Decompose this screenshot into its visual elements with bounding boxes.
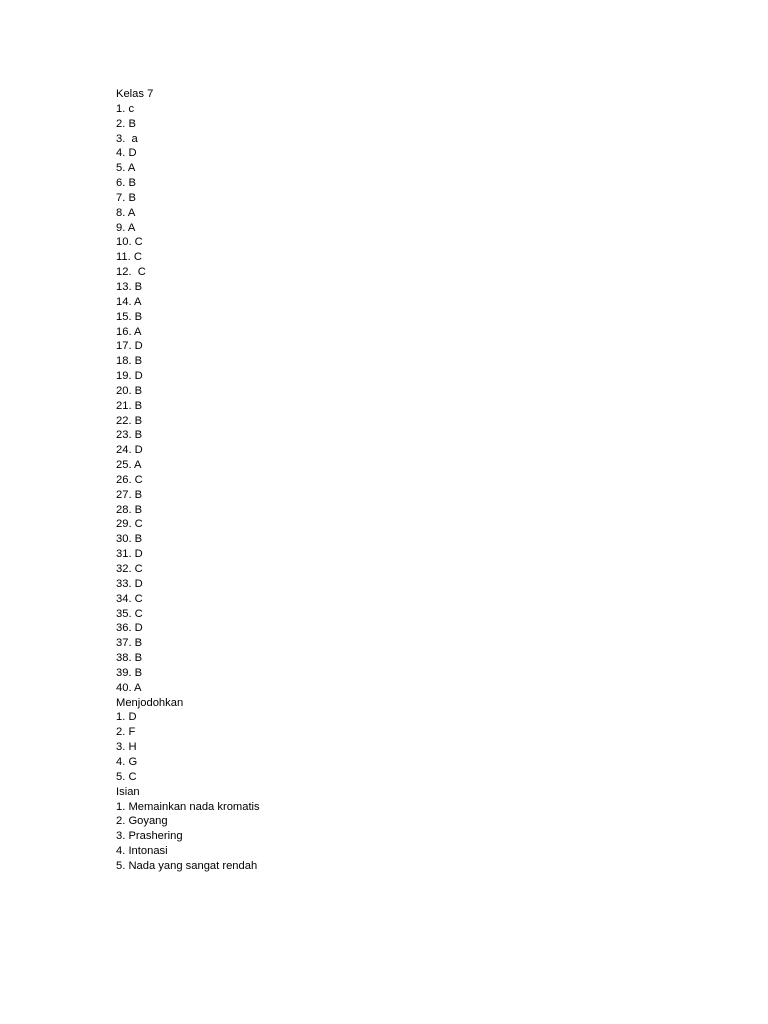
text-line: 14. A [116, 295, 142, 308]
text-line: 25. A [116, 459, 142, 472]
text-line: 11. C [116, 251, 142, 264]
text-line: 21. B [116, 399, 143, 412]
text-line: 37. B [116, 637, 143, 650]
text-line: Menjodohkan [116, 696, 184, 709]
text-line: 35. C [116, 607, 143, 620]
text-line: 9. A [116, 221, 136, 234]
text-line: 33. D [116, 577, 143, 590]
text-line: 5. A [116, 162, 136, 175]
text-line: 7. B [116, 191, 136, 204]
text-line: 5. Nada yang sangat rendah [116, 859, 258, 872]
text-line: 19. D [116, 370, 143, 383]
text-line: 8. A [116, 206, 136, 219]
text-line: 5. C [116, 770, 137, 783]
text-line: 20. B [116, 384, 143, 397]
text-line: 17. D [116, 340, 143, 353]
text-line: 1. c [116, 102, 135, 115]
text-line: 23. B [116, 429, 143, 442]
text-line: 39. B [116, 666, 143, 679]
text-line: 3. H [116, 741, 137, 754]
text-line: 34. C [116, 592, 143, 605]
text-line: 28. B [116, 503, 143, 516]
text-line: 36. D [116, 622, 143, 635]
text-line: 18. B [116, 355, 143, 368]
text-line: 13. B [116, 280, 143, 293]
text-line: Kelas 7 [116, 88, 154, 100]
text-line: 30. B [116, 533, 143, 546]
text-line: 4. D [116, 147, 137, 160]
text-line: 38. B [116, 652, 143, 665]
text-line: Isian [116, 785, 140, 798]
text-line: 10. C [116, 236, 143, 249]
text-line: 6. B [116, 177, 136, 190]
text-line: 40. A [116, 681, 142, 694]
text-line: 2. B [116, 117, 136, 130]
text-line: 3. a [116, 132, 138, 145]
text-line: 16. A [116, 325, 142, 338]
answer-key-text [116, 87, 260, 874]
text-line: 27. B [116, 488, 143, 501]
text-line: 15. B [116, 310, 143, 323]
text-line: 32. C [116, 563, 143, 575]
text-line: 2. F [116, 726, 136, 739]
text-line: 1. D [116, 711, 137, 724]
text-line: 12. C [116, 266, 146, 279]
text-line: 31. D [116, 548, 143, 561]
text-line: 1. Memainkan nada kromatis [116, 800, 260, 813]
text-line: 4. G [116, 755, 138, 768]
text-line: 4. Intonasi [116, 845, 168, 858]
text-line: 26. C [116, 473, 143, 486]
text-line: 3. Prashering [116, 830, 183, 843]
text-line: 24. D [116, 444, 143, 457]
text-line: 29. C [116, 518, 143, 531]
text-line: 22. B [116, 414, 143, 427]
text-line: 2. Goyang [116, 815, 168, 828]
